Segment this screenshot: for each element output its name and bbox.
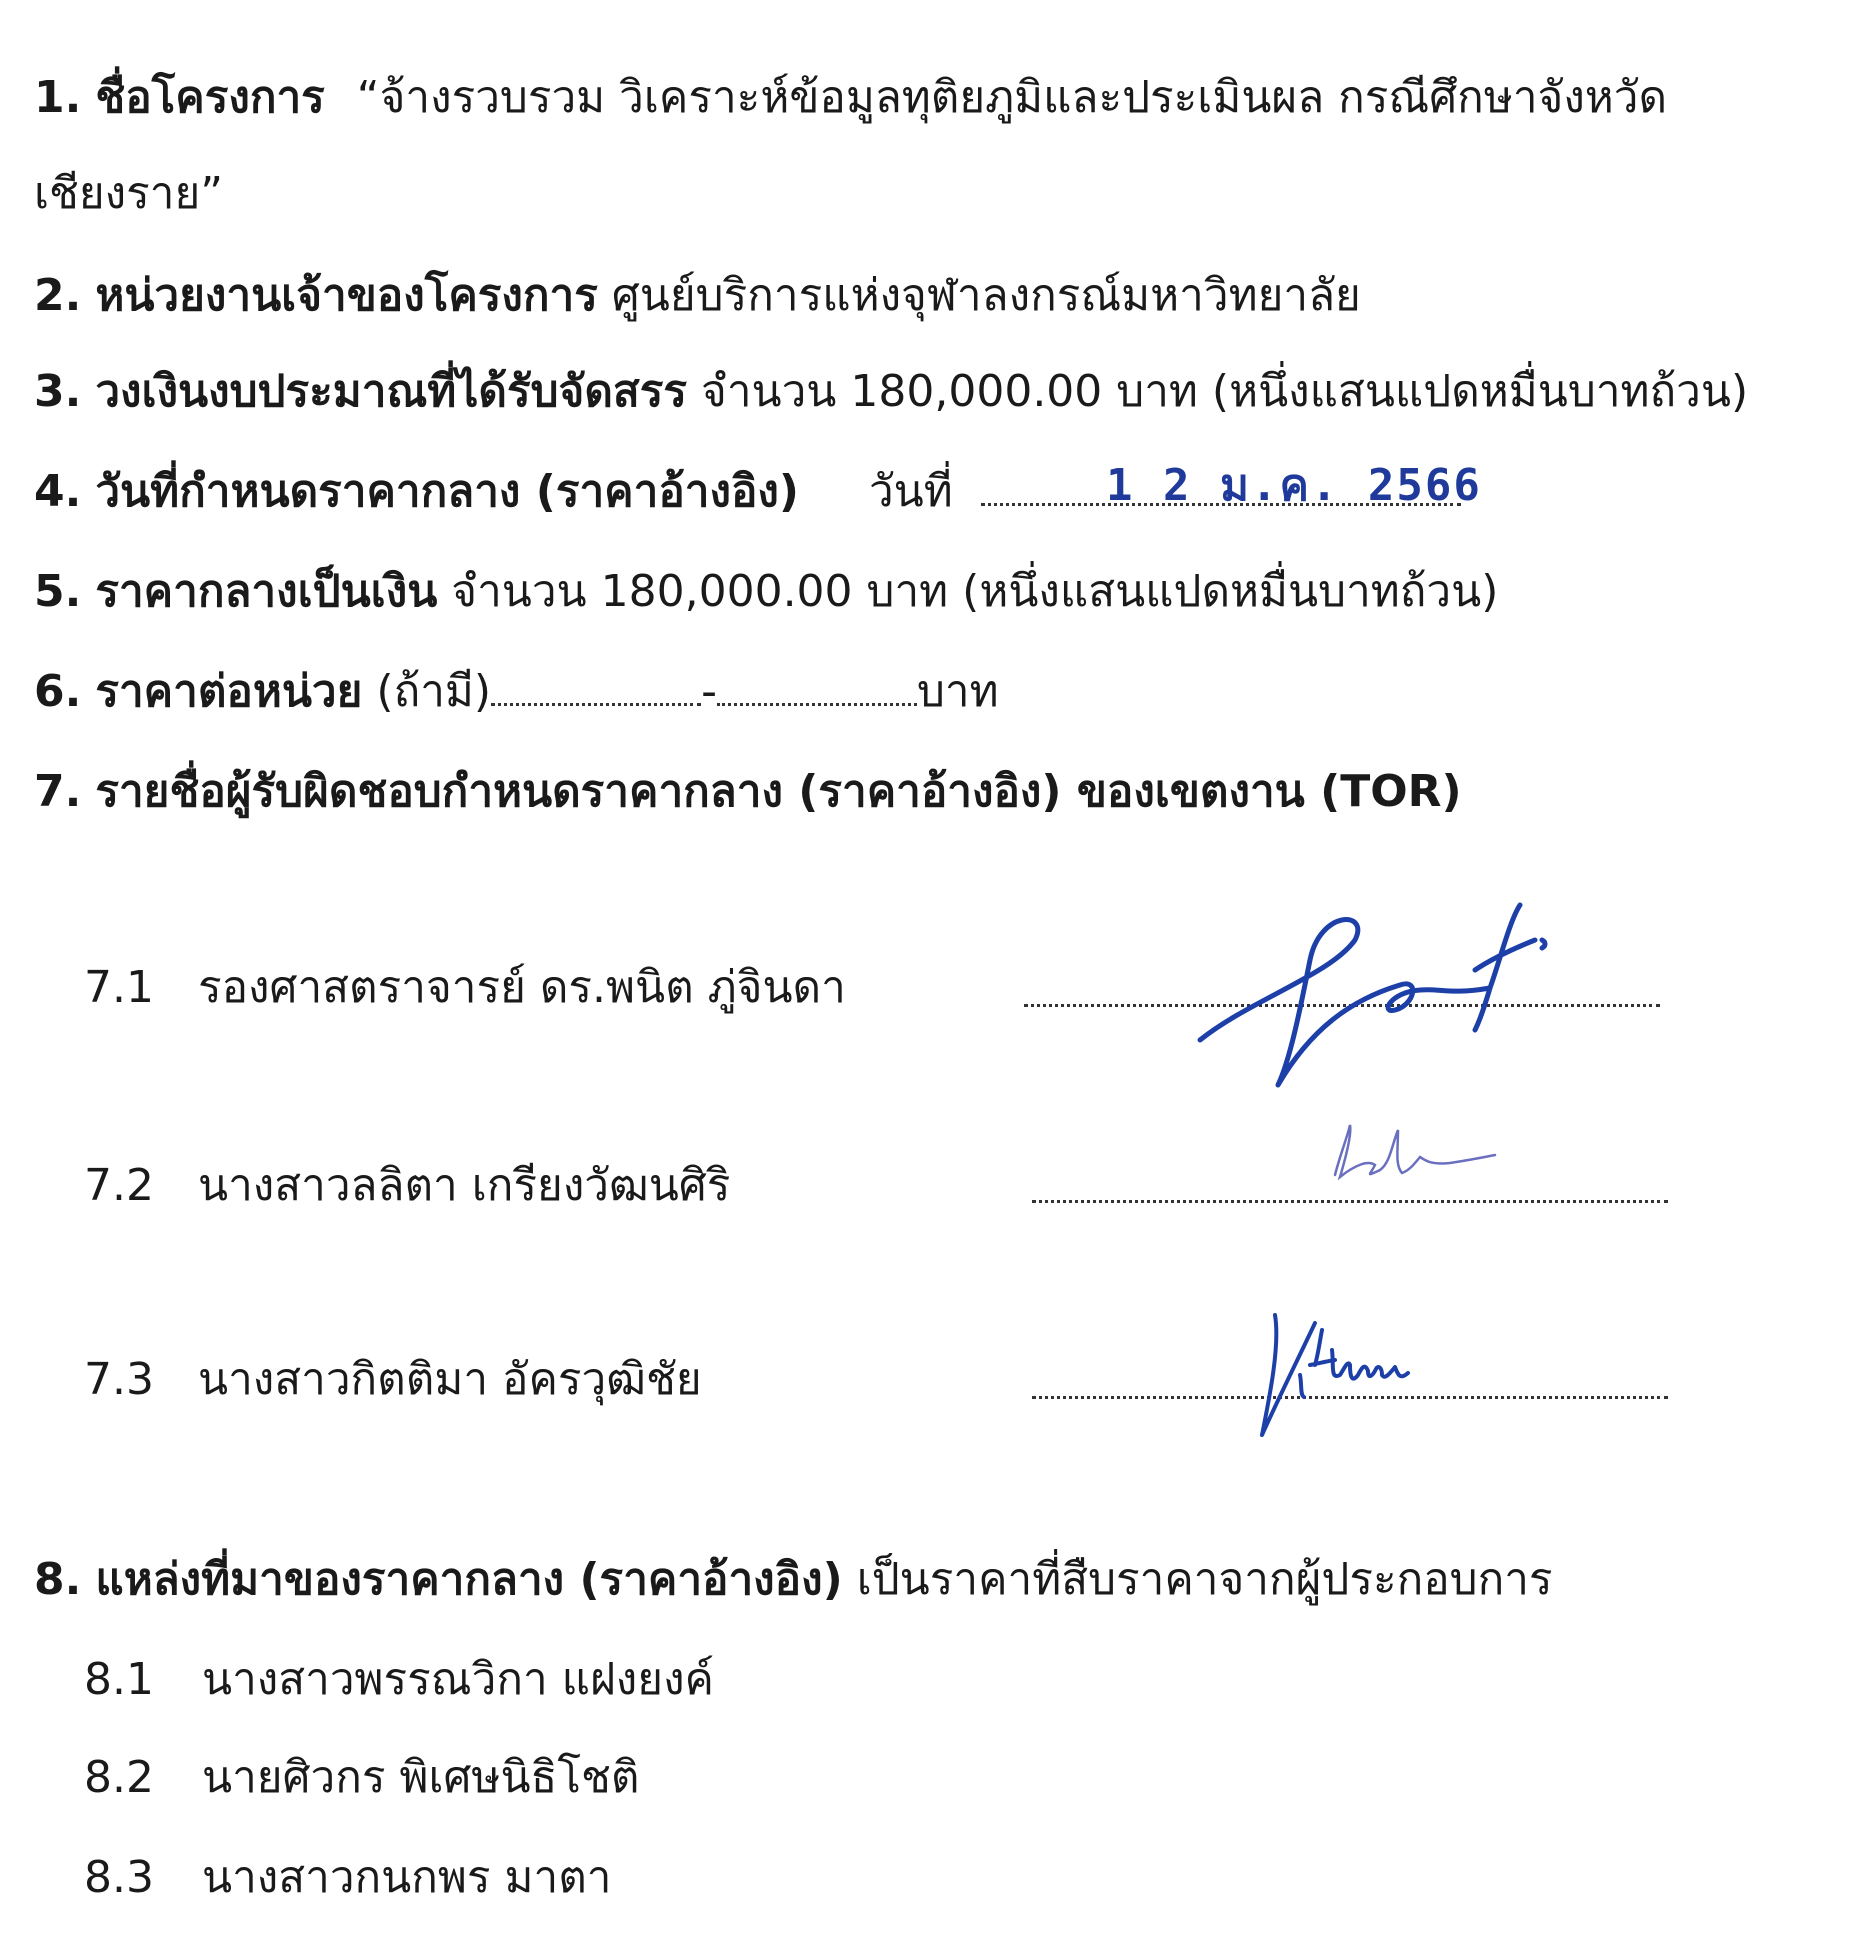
responsible-name: นางสาวลลิตา เกรียงวัฒนศิริ xyxy=(198,1160,731,1211)
project-title-cont: เชียงราย” xyxy=(34,168,224,219)
item-label: แหล่งที่มาของราคากลาง (ราคาอ้างอิง) xyxy=(95,1554,843,1605)
item-3 xyxy=(34,362,1748,422)
responsible-name: รองศาสตราจารย์ ดร.พนิต ภู่จินดา xyxy=(198,962,846,1013)
unit-price-field-2 xyxy=(717,663,917,706)
source-8-2 xyxy=(84,1748,639,1808)
item-number: 1. xyxy=(34,72,82,123)
unit-price-field xyxy=(491,663,701,706)
source-description: เป็นราคาที่สืบราคาจากผู้ประกอบการ xyxy=(856,1554,1553,1605)
budget-amount: จำนวน 180,000.00 บาท (หนึ่งแสนแปดหมื่นบาทถ้วน) xyxy=(701,366,1749,417)
unit-price-unit: บาท xyxy=(916,666,999,717)
item-number: 3. xyxy=(34,366,82,417)
item-1 xyxy=(34,68,1667,128)
responsible-number: 7.1 xyxy=(84,962,154,1013)
item-label: หน่วยงานเจ้าของโครงการ xyxy=(95,270,598,321)
item-1-continuation xyxy=(34,164,223,224)
reference-price: จำนวน 180,000.00 บาท (หนึ่งแสนแปดหมื่นบาทถ้วน) xyxy=(451,566,1499,617)
signature-7-3 xyxy=(1240,1305,1460,1445)
source-8-1 xyxy=(84,1650,714,1710)
responsible-name: นางสาวกิตติมา อัครวุฒิชัย xyxy=(198,1354,702,1405)
item-number: 4. xyxy=(34,466,82,517)
item-8 xyxy=(34,1550,1553,1610)
source-name: นายศิวกร พิเศษนิธิโชติ xyxy=(202,1752,640,1803)
unit-price-qualifier: (ถ้ามี) xyxy=(376,666,492,717)
responsible-7-2 xyxy=(84,1156,730,1216)
project-title: “จ้างรวบรวม วิเคราะห์ข้อมูลทุติยภูมิและประเมินผล กรณีศึกษาจังหวัด xyxy=(356,72,1668,123)
owner-agency: ศูนย์บริการแห่งจุฬาลงกรณ์มหาวิทยาลัย xyxy=(611,270,1361,321)
item-number: 2. xyxy=(34,270,82,321)
item-label: วันที่กำหนดราคากลาง (ราคาอ้างอิง) xyxy=(95,466,799,517)
source-number: 8.2 xyxy=(84,1752,154,1803)
responsible-number: 7.3 xyxy=(84,1354,154,1405)
responsible-number: 7.2 xyxy=(84,1160,154,1211)
source-name: นางสาวกนกพร มาตา xyxy=(202,1852,612,1903)
source-8-3 xyxy=(84,1848,612,1908)
date-stamp: 1 2 ม.ค. 2566 xyxy=(1106,460,1482,511)
source-number: 8.1 xyxy=(84,1654,154,1705)
responsible-7-3 xyxy=(84,1350,702,1410)
item-number: 7. xyxy=(34,766,82,817)
signature-7-2 xyxy=(1320,1115,1500,1195)
source-name: นางสาวพรรณวิกา แฝงยงค์ xyxy=(202,1654,714,1705)
source-number: 8.3 xyxy=(84,1852,154,1903)
item-6 xyxy=(34,662,999,722)
item-2 xyxy=(34,266,1361,326)
item-label: ราคากลางเป็นเงิน xyxy=(95,566,438,617)
item-number: 5. xyxy=(34,566,82,617)
signature-line-7-2 xyxy=(1032,1200,1668,1203)
signature-7-1 xyxy=(1190,880,1590,1110)
item-label: รายชื่อผู้รับผิดชอบกำหนดราคากลาง (ราคาอ้างอิง) ของเขตงาน (TOR) xyxy=(95,766,1462,817)
item-5 xyxy=(34,562,1498,622)
item-number: 6. xyxy=(34,666,82,717)
item-label: ชื่อโครงการ xyxy=(95,72,325,123)
item-number: 8. xyxy=(34,1554,82,1605)
date-label: วันที่ xyxy=(868,466,953,517)
responsible-7-1 xyxy=(84,958,846,1018)
unit-price-value: - xyxy=(701,666,717,717)
item-label: ราคาต่อหน่วย xyxy=(95,666,363,717)
item-label: วงเงินงบประมาณที่ได้รับจัดสรร xyxy=(95,366,688,417)
item-7 xyxy=(34,762,1462,822)
